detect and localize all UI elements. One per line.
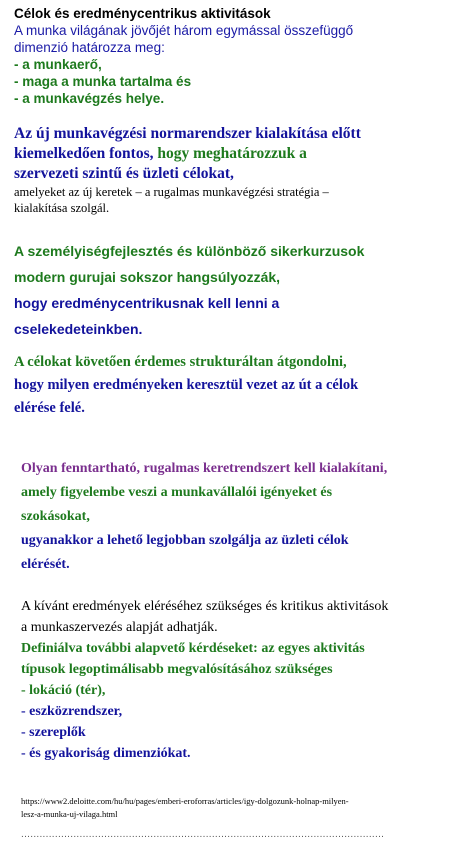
activity-plain-line: a munkaszervezés alapját adhatják. [21,620,218,635]
norm-block [14,124,361,216]
source-url-line: https://www2.deloitte.com/hu/hu/pages/emberi-eroforras/articles/igy-dolgozunk-holnap-milyen- [21,796,349,806]
activity-block [21,596,388,764]
structure-line: A célokat követően érdemes strukturáltan átgondolni, [14,354,347,370]
dimension-item: - a munkavégzés helye. [14,91,165,106]
guru-line: modern gurujai sokszor hangsúlyozzák, [14,269,281,285]
guru-line: hogy eredménycentrikusnak kell lenni a [14,295,280,311]
dotted-separator [21,830,384,840]
structure-line: hogy milyen eredményeken keresztül vezet az út a célok [14,377,359,393]
framework-line: Olyan fenntartható, rugalmas keretrendszert kell kialakítani, [21,461,388,476]
intro-text-line: dimenzió határozza meg: [14,40,165,55]
dotted-line: ...................................................................................................................... [21,829,385,840]
activity-green-line: típusok legoptimálisabb megvalósításához szükséges [21,662,333,677]
activity-list-item: - eszközrendszer, [21,704,123,719]
activity-list-item: - és gyakoriság dimenziókat. [21,746,191,761]
framework-line: amely figyelembe veszi a munkavállalói igényeket és [21,485,333,500]
framework-line: ugyanakkor a lehető legjobban szolgálja az üzleti célok [21,533,349,548]
source-citation [21,795,349,821]
intro-text-line: A munka világának jövőjét három egymással összefüggő [14,23,354,38]
framework-line: elérését. [21,557,70,572]
guru-block [14,238,364,342]
norm-line-green: hogy meghatározzuk a [153,145,307,162]
norm-line [14,144,361,164]
activity-green-line: Definiálva további alapvető kérdéseket: az egyes aktivitás [21,641,365,656]
source-url-line: lesz-a-munka-uj-vilaga.html [21,809,118,819]
section-title: Célok és eredménycentrikus aktivitások [14,6,271,21]
guru-line: cselekedeteinkben. [14,321,143,337]
dimension-item: - maga a munka tartalma és [14,74,192,89]
norm-line: szervezeti szintű és üzleti célokat, [14,165,234,182]
framework-line: szokásokat, [21,509,90,524]
norm-small-line: kialakítása szolgál. [14,201,110,215]
guru-line: A személyiségfejlesztés és különböző sikerkurzusok [14,243,365,259]
framework-block [21,457,387,577]
structure-line: elérése felé. [14,400,85,416]
intro-block [14,5,353,107]
structure-block [14,351,358,420]
norm-small-line: amelyeket az új keretek – a rugalmas munkavégzési stratégia – [14,185,329,199]
activity-list-item: - szereplők [21,725,86,740]
dimension-item: - a munkaerő, [14,57,102,72]
norm-line-emphasis: kiemelkedően fontos, [14,145,154,162]
norm-line: Az új munkavégzési normarendszer kialakítása előtt [14,125,361,142]
activity-list-item: - lokáció (tér), [21,683,106,698]
activity-plain-line: A kívánt eredmények eléréséhez szükséges és kritikus aktivitások [21,599,389,614]
